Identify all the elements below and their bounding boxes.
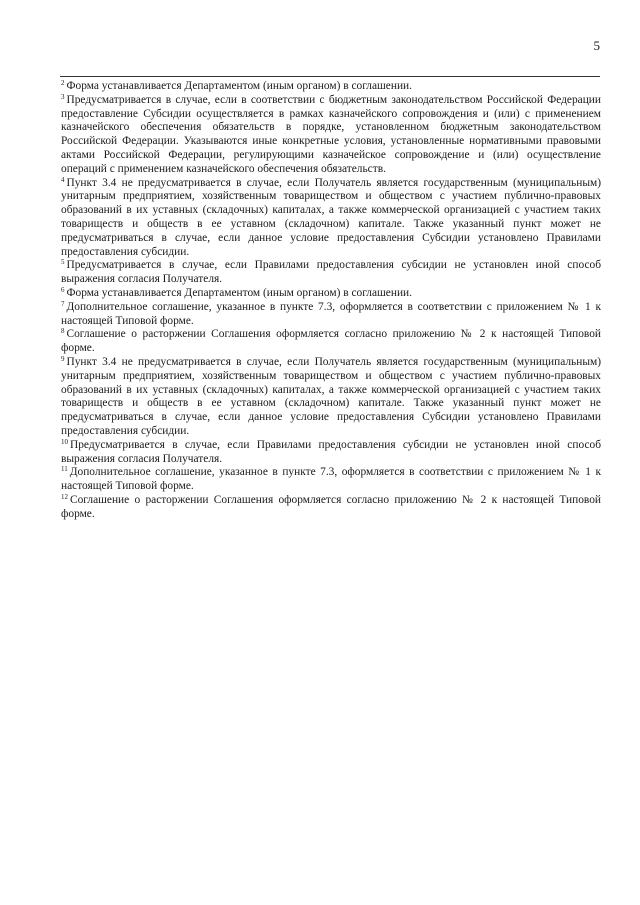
footnote-number: 8	[61, 327, 65, 336]
footnote-number: 3	[61, 92, 65, 101]
footnote-10	[61, 439, 601, 467]
footnote-number: 4	[61, 175, 65, 184]
footnote-8	[61, 328, 601, 356]
footnote-text: Соглашение о расторжении Соглашения оформляется согласно приложению № 2 к настоящей Типовой форме.	[61, 328, 601, 355]
footnote-number: 9	[61, 354, 65, 363]
footnote-4	[61, 177, 601, 260]
footnote-text: Пункт 3.4 не предусматривается в случае, если Получатель является государственным (муниципальным) унитарным предприятием, хозяйственным товариществом и обществом с участием публично-правовых образований в их уставных (складочных) капиталах, а также коммерческой организацией с участием таких товариществ и обществ в ее уставном (складочном) капитале. Также указанный пункт может не предусматриваться в случае, если данное условие предоставления Субсидии установлено Правилами предоставления субсидии.	[61, 176, 601, 258]
footnote-text: Соглашение о расторжении Соглашения оформляется согласно приложению № 2 к настоящей Типовой форме.	[61, 493, 601, 520]
footnote-text: Предусматривается в случае, если Правилами предоставления субсидии не установлен иной способ выражения согласия Получателя.	[61, 438, 601, 465]
footnote-12	[61, 494, 601, 522]
footnote-11	[61, 466, 601, 494]
footnote-5	[61, 259, 601, 287]
footnote-number: 2	[61, 79, 65, 87]
footnote-number: 12	[61, 492, 68, 501]
footnote-number: 6	[61, 285, 65, 294]
footnote-7	[61, 301, 601, 329]
footnote-separator	[60, 76, 600, 77]
footnote-number: 5	[61, 258, 65, 267]
footnote-number: 7	[61, 299, 65, 308]
footnote-9	[61, 356, 601, 439]
footnote-6	[61, 287, 601, 301]
footnote-2	[61, 80, 601, 94]
footnote-text: Пункт 3.4 не предусматривается в случае, если Получатель является государственным (муниципальным) унитарным предприятием, хозяйственным товариществом и обществом с участием публично-правовых образований в их уставных (складочных) капиталах, а также коммерческой организацией с участием таких товариществ и обществ в ее уставном (складочном) капитале. Также указанный пункт может не предусматриваться в случае, если данное условие предоставления Субсидии установлено Правилами предоставления субсидии.	[61, 355, 601, 437]
footnote-text: Дополнительное соглашение, указанное в пункте 7.3, оформляется в соответствии с приложением № 1 к настоящей Типовой форме.	[61, 466, 601, 493]
footnote-text: Форма устанавливается Департаментом (иным органом) в соглашении.	[66, 286, 412, 299]
page-number: 5	[593, 38, 600, 53]
footnote-number: 11	[61, 465, 68, 474]
footnote-3	[61, 94, 601, 177]
footnote-text: Предусматривается в случае, если в соответствии с бюджетным законодательством Российской Федерации предоставление Субсидии осуществляется в рамках казначейского сопровождения и (или) с применением казначейского обеспечения обязательств в порядке, установленном бюджетным законодательством Российской Федерации. Указываются иные конкретные условия, установленные нормативными правовыми актами Российской Федерации, регулирующими казначейское сопровождение и (или) осуществление операций с применением казначейского обеспечения обязательств.	[61, 93, 601, 175]
footnote-text: Форма устанавливается Департаментом (иным органом) в соглашении.	[66, 80, 412, 92]
footnote-text: Дополнительное соглашение, указанное в пункте 7.3, оформляется в соответствии с приложением № 1 к настоящей Типовой форме.	[61, 300, 601, 327]
footnote-text: Предусматривается в случае, если Правилами предоставления субсидии не установлен иной способ выражения согласия Получателя.	[61, 259, 601, 286]
footnote-number: 10	[61, 437, 68, 446]
footnotes-list	[61, 80, 601, 522]
